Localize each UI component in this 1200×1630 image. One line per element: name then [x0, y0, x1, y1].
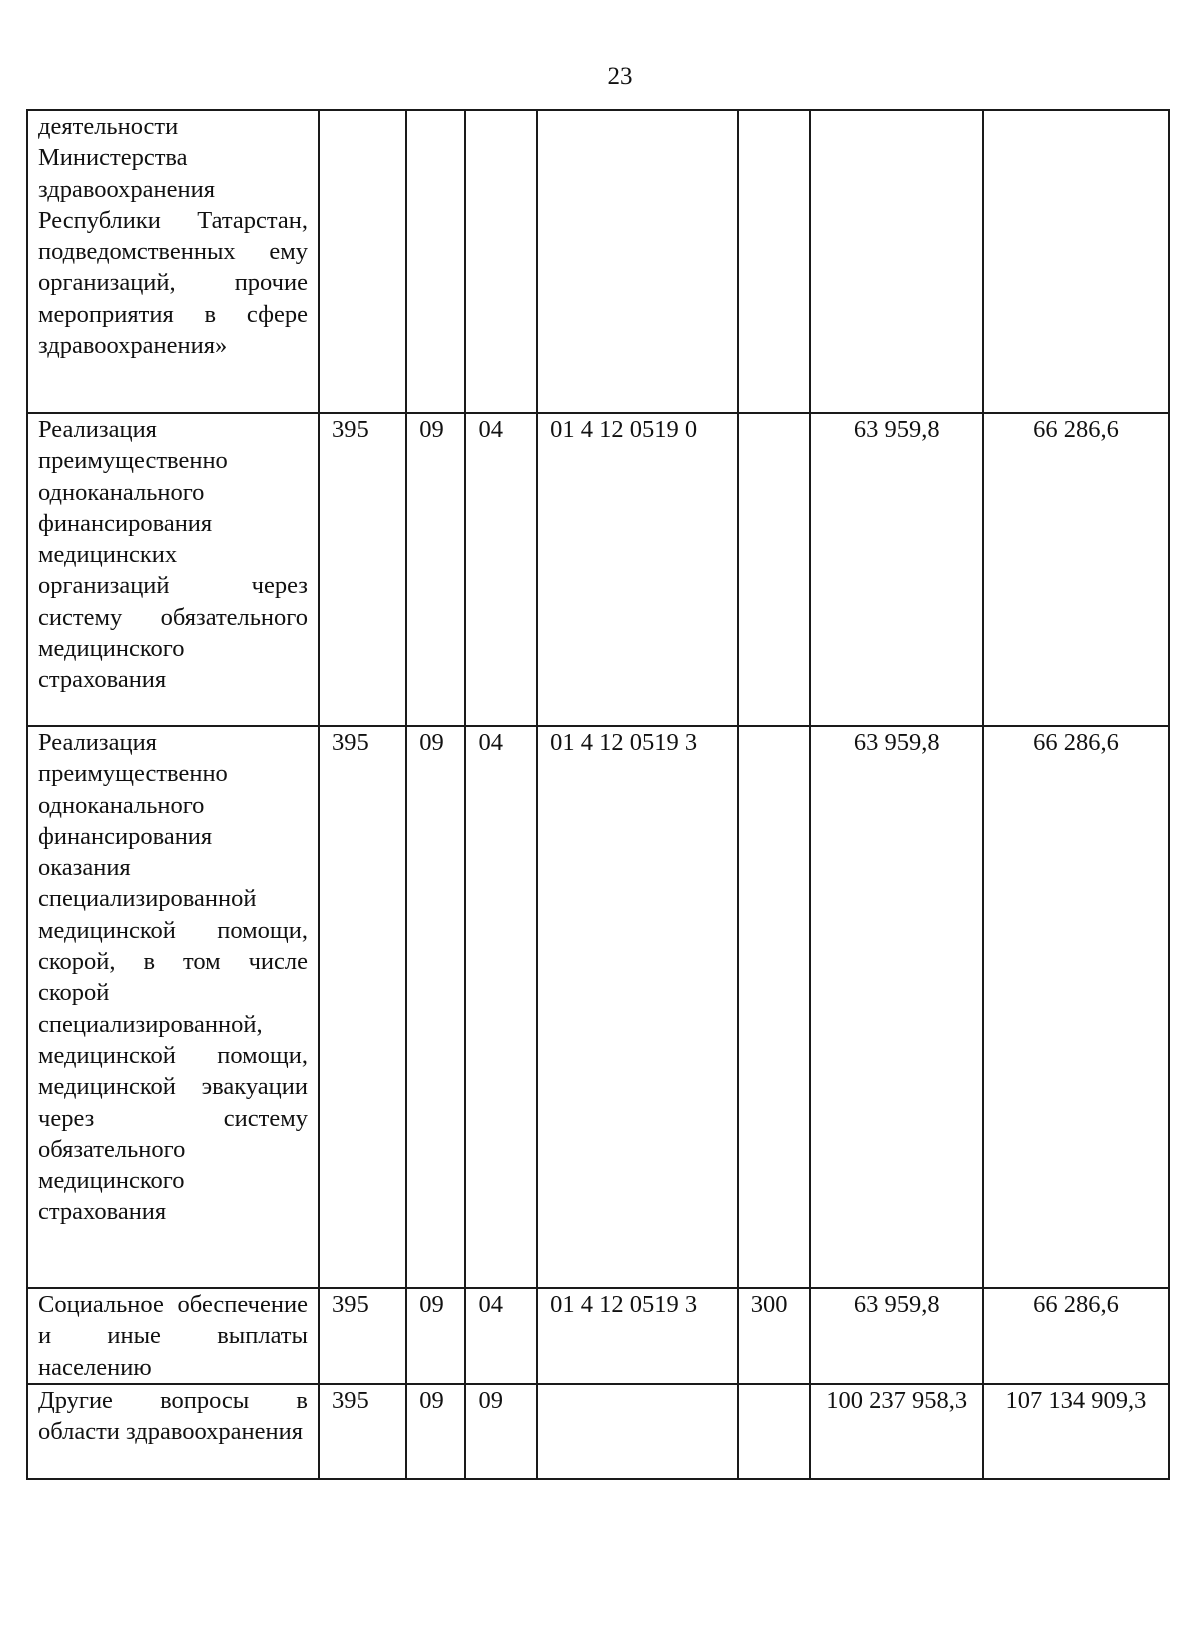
amount-year-2-cell: 66 286,6 [983, 726, 1169, 1288]
expense-type-cell: 300 [738, 1288, 811, 1384]
amount-year-1-cell: 63 959,8 [810, 1288, 982, 1384]
expense-type-cell [738, 726, 811, 1288]
amount-year-1-cell: 100 237 958,3 [810, 1384, 982, 1479]
row-name-cell: Реализация преимущественно одноканального финансирования оказания специализированной медицинской помощи, скорой, в том числе скорой специализированной, медицинской помощи, медицинской эвакуации через систему обязательного медицинского страхования [27, 726, 319, 1288]
row-name-cell: Реализация преимущественно одноканального финансирования медицинских организаций через систему обязательного медицинского страхования [27, 413, 319, 726]
amount-year-2-cell: 66 286,6 [983, 1288, 1169, 1384]
page-number: 23 [607, 63, 633, 90]
amount-year-2-cell: 66 286,6 [983, 413, 1169, 726]
section-code-cell: 09 [406, 1288, 465, 1384]
row-name-cell: деятельности Министерства здравоохранения Республики Татарстан, подведомственных ему организаций, прочие мероприятия в сфере здравоохранения» [27, 110, 319, 413]
subsection-code-cell: 04 [465, 413, 537, 726]
budget-table [26, 109, 1170, 1480]
table-row [27, 1384, 1169, 1479]
row-name-cell: Социальное обеспечение и иные выплаты населению [27, 1288, 319, 1384]
amount-year-1-cell: 63 959,8 [810, 726, 982, 1288]
ministry-code-cell: 395 [319, 726, 406, 1288]
section-code-cell: 09 [406, 726, 465, 1288]
table-row [27, 726, 1169, 1288]
section-code-cell: 09 [406, 413, 465, 726]
ministry-code-cell: 395 [319, 1384, 406, 1479]
amount-year-2-cell [983, 110, 1169, 413]
section-code-cell [406, 110, 465, 413]
row-name-cell: Другие вопросы в области здравоохранения [27, 1384, 319, 1479]
subsection-code-cell: 09 [465, 1384, 537, 1479]
amount-year-1-cell: 63 959,8 [810, 413, 982, 726]
ministry-code-cell [319, 110, 406, 413]
expense-type-cell [738, 110, 811, 413]
target-code-cell [537, 1384, 738, 1479]
target-code-cell: 01 4 12 0519 0 [537, 413, 738, 726]
expense-type-cell [738, 413, 811, 726]
ministry-code-cell: 395 [319, 413, 406, 726]
subsection-code-cell: 04 [465, 1288, 537, 1384]
expense-type-cell [738, 1384, 811, 1479]
subsection-code-cell: 04 [465, 726, 537, 1288]
section-code-cell: 09 [406, 1384, 465, 1479]
table-row [27, 413, 1169, 726]
amount-year-2-cell: 107 134 909,3 [983, 1384, 1169, 1479]
amount-year-1-cell [810, 110, 982, 413]
target-code-cell [537, 110, 738, 413]
subsection-code-cell [465, 110, 537, 413]
target-code-cell: 01 4 12 0519 3 [537, 726, 738, 1288]
ministry-code-cell: 395 [319, 1288, 406, 1384]
table-row [27, 1288, 1169, 1384]
target-code-cell: 01 4 12 0519 3 [537, 1288, 738, 1384]
table-row [27, 110, 1169, 413]
